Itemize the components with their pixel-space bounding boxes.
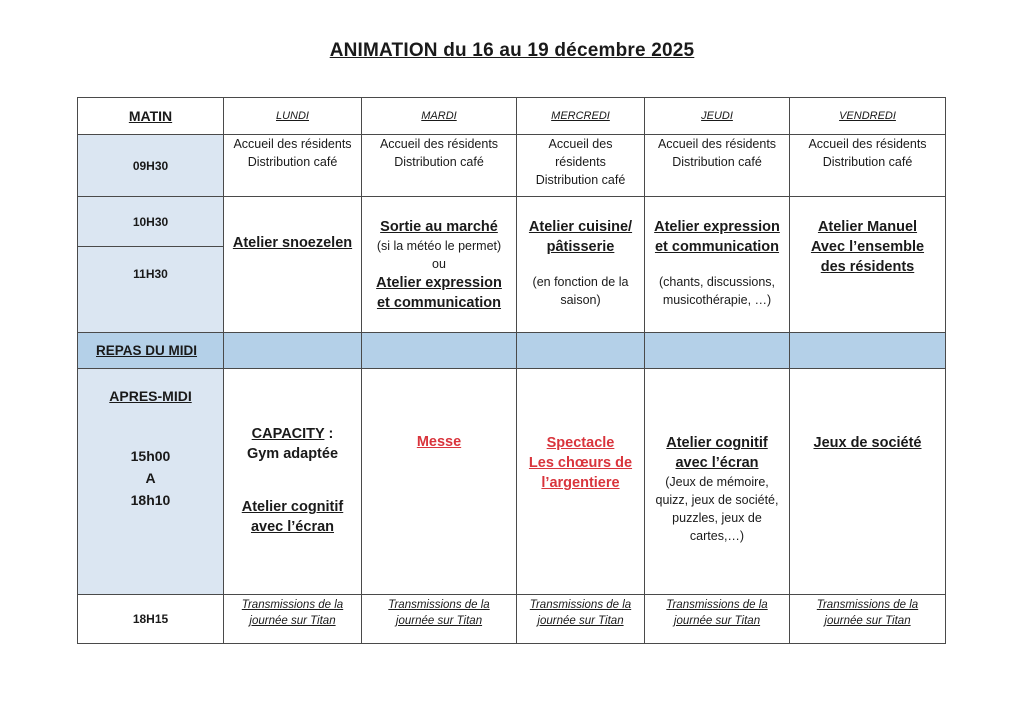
accueil-mardi-l2: Distribution café	[394, 155, 484, 169]
header-row	[78, 98, 946, 135]
trans-vendredi	[790, 595, 946, 644]
afternoon-jeudi-a2: avec l’écran	[675, 455, 759, 471]
accueil-lundi	[224, 135, 362, 197]
repas-cell-lundi	[224, 333, 362, 369]
morning-mercredi-a1: Atelier cuisine/	[528, 219, 633, 235]
afternoon-mardi-event: Messe	[416, 434, 462, 450]
day-header-mardi: MARDI	[362, 98, 517, 135]
afternoon-jeudi-b2: quizz, jeux de société,	[655, 493, 779, 507]
morning-vendredi-a2: Avec l’ensemble	[810, 239, 925, 255]
repas-row	[78, 333, 946, 369]
matin-header: MATIN	[78, 98, 224, 135]
time-1030: 10H30	[78, 197, 224, 247]
time-1815: 18H15	[78, 595, 224, 644]
afternoon-mercredi-a2: Les chœurs de	[528, 455, 633, 471]
afternoon-side	[78, 369, 224, 595]
trans-vendredi-l2: journée sur Titan	[824, 615, 911, 627]
morning-mardi	[362, 197, 517, 333]
trans-jeudi-l2: journée sur Titan	[673, 615, 761, 627]
trans-mardi	[362, 595, 517, 644]
row-1815	[78, 595, 946, 644]
repas-label: REPAS DU MIDI	[78, 333, 224, 369]
morning-mercredi-a2: pâtisserie	[546, 239, 615, 255]
trans-lundi-l1: Transmissions de la	[241, 599, 344, 611]
morning-mercredi-b1: (en fonction de la	[532, 275, 629, 289]
trans-lundi	[224, 595, 362, 644]
morning-jeudi	[645, 197, 790, 333]
trans-mardi-l1: Transmissions de la	[388, 599, 490, 611]
trans-lundi-l2: journée sur Titan	[249, 615, 336, 627]
accueil-mercredi-l2: résidents	[555, 155, 606, 169]
day-header-vendredi: VENDREDI	[790, 98, 946, 135]
morning-jeudi-b1: (chants, discussions,	[658, 275, 776, 289]
afternoon-row	[78, 369, 946, 595]
afternoon-lundi-b1: Atelier cognitif	[241, 499, 344, 515]
morning-jeudi-a1: Atelier expression	[654, 219, 780, 235]
afternoon-mercredi-a3: l’argentiere	[541, 475, 620, 491]
trans-mardi-l2: journée sur Titan	[395, 615, 483, 627]
accueil-vendredi	[790, 135, 946, 197]
accueil-jeudi-l2: Distribution café	[672, 155, 762, 169]
accueil-mercredi	[517, 135, 645, 197]
accueil-vendredi-l2: Distribution café	[822, 155, 913, 169]
afternoon-jeudi-b3: puzzles, jeux de	[672, 511, 762, 525]
morning-mercredi	[517, 197, 645, 333]
afternoon-lundi-a1-line	[227, 424, 358, 444]
trans-mercredi-l2: journée sur Titan	[537, 615, 624, 627]
afternoon-mercredi-a1: Spectacle	[546, 435, 615, 451]
morning-jeudi-b2: musicothérapie, …)	[662, 293, 772, 307]
morning-vendredi-a3: des résidents	[820, 259, 915, 275]
afternoon-jeudi-b1: (Jeux de mémoire,	[665, 475, 769, 489]
afternoon-jeudi-b4: cartes,…)	[689, 529, 745, 543]
repas-cell-vendredi	[790, 333, 946, 369]
trans-mercredi	[517, 595, 645, 644]
row-1030	[78, 197, 946, 247]
trans-jeudi	[645, 595, 790, 644]
afternoon-mardi	[362, 369, 517, 595]
afternoon-from: 15h00	[130, 448, 171, 464]
morning-mardi-b: (si la météo le permet)	[376, 239, 502, 253]
afternoon-vendredi	[790, 369, 946, 595]
morning-mardi-c: ou	[432, 257, 446, 271]
accueil-lundi-l1: Accueil des résidents	[233, 137, 352, 151]
morning-lundi-activity: Atelier snoezelen	[232, 235, 353, 251]
afternoon-to: 18h10	[130, 492, 171, 508]
afternoon-lundi-a1: CAPACITY	[251, 426, 325, 442]
trans-jeudi-l1: Transmissions de la	[666, 599, 768, 611]
morning-vendredi	[790, 197, 946, 333]
day-header-lundi: LUNDI	[224, 98, 362, 135]
day-header-mercredi: MERCREDI	[517, 98, 645, 135]
accueil-jeudi-l1: Accueil des résidents	[657, 137, 777, 151]
trans-vendredi-l1: Transmissions de la	[816, 599, 919, 611]
afternoon-jeudi-a1: Atelier cognitif	[666, 435, 768, 451]
afternoon-sep: A	[145, 470, 156, 486]
morning-mercredi-b2: saison)	[560, 293, 601, 307]
morning-mardi-a: Sortie au marché	[380, 219, 498, 235]
afternoon-lundi-b2: avec l’écran	[250, 519, 335, 535]
morning-jeudi-a2: et communication	[654, 239, 780, 255]
accueil-mercredi-l1: Accueil des	[548, 137, 613, 151]
accueil-jeudi	[645, 135, 790, 197]
trans-mercredi-l1: Transmissions de la	[529, 599, 632, 611]
afternoon-mercredi	[517, 369, 645, 595]
accueil-lundi-l2: Distribution café	[247, 155, 338, 169]
afternoon-lundi-a2: Gym adaptée	[246, 446, 339, 462]
accueil-vendredi-l1: Accueil des résidents	[808, 137, 927, 151]
morning-mardi-d2: et communication	[376, 295, 502, 311]
morning-mardi-d1: Atelier expression	[376, 275, 502, 291]
time-1130: 11H30	[78, 247, 224, 333]
afternoon-label: APRES-MIDI	[109, 388, 192, 404]
time-0930: 09H30	[78, 135, 224, 197]
repas-cell-mercredi	[517, 333, 645, 369]
row-0930	[78, 135, 946, 197]
accueil-mardi	[362, 135, 517, 197]
afternoon-lundi-a1b: :	[324, 426, 334, 442]
schedule-table	[77, 97, 946, 644]
accueil-mercredi-l3: Distribution café	[535, 173, 626, 187]
morning-vendredi-a1: Atelier Manuel	[817, 219, 918, 235]
afternoon-vendredi-activity: Jeux de société	[813, 435, 922, 451]
day-header-jeudi: JEUDI	[645, 98, 790, 135]
afternoon-jeudi	[645, 369, 790, 595]
repas-cell-mardi	[362, 333, 517, 369]
morning-lundi	[224, 197, 362, 333]
repas-cell-jeudi	[645, 333, 790, 369]
afternoon-lundi	[224, 369, 362, 595]
accueil-mardi-l1: Accueil des résidents	[379, 137, 499, 151]
page-title: ANIMATION du 16 au 19 décembre 2025	[329, 40, 695, 61]
